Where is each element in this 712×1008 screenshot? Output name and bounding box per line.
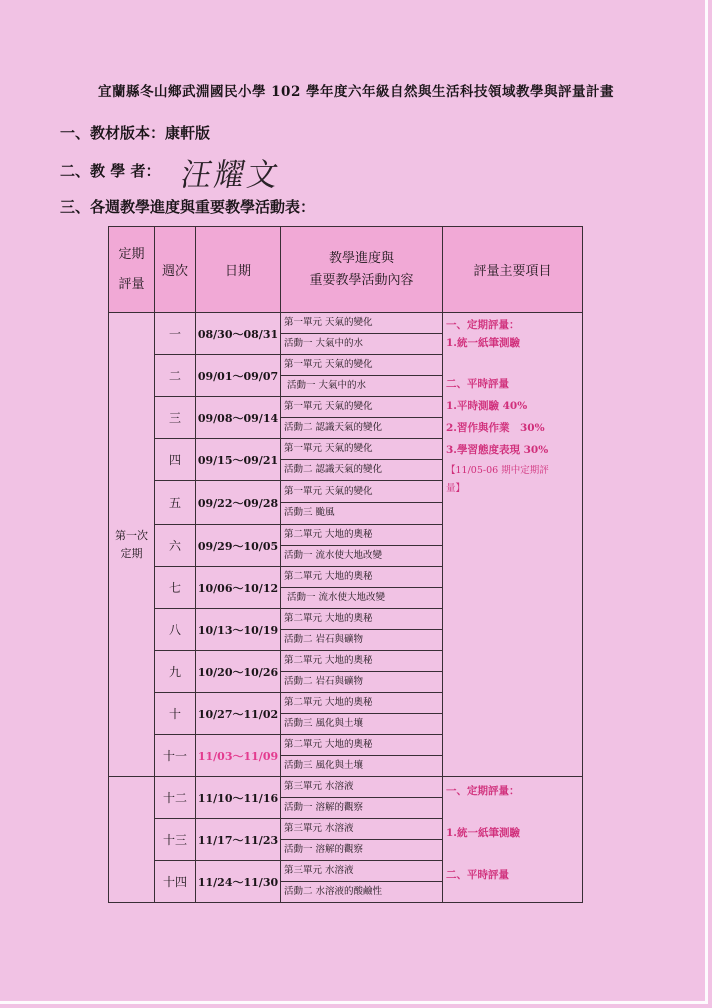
content-cell: [281, 693, 443, 735]
activity-text: 活動一 溶解的觀察: [284, 802, 364, 813]
unit-text: 第二單元 大地的奧秘: [281, 735, 442, 756]
assess2-periodic-item: 1.統一紙筆測驗: [446, 827, 520, 839]
assess2-regular-heading: 二、平時評量: [446, 869, 509, 881]
unit-text: 第二單元 大地的奧秘: [281, 693, 442, 714]
content-cell: [281, 439, 443, 481]
week-cell: 八: [155, 609, 196, 651]
content-cell: [281, 355, 443, 397]
period-cell-second: [109, 777, 155, 903]
activity-text: 活動二 岩石與礦物: [284, 676, 364, 687]
week-cell: 六: [155, 525, 196, 567]
assessment-cell-first: [443, 313, 583, 777]
table-row: [109, 313, 583, 355]
period-line1: 第一次: [115, 528, 148, 542]
unit-text: 第一單元 天氣的變化: [281, 397, 442, 418]
header-content: [281, 227, 443, 313]
activity-text: 活動三 風化與土壤: [284, 718, 364, 729]
week-cell: 三: [155, 397, 196, 439]
week-cell: 五: [155, 481, 196, 525]
date-cell: 09/15～09/21: [196, 439, 281, 481]
header-content-line1: 教學進度與: [328, 250, 394, 266]
unit-text: 第三單元 水溶液: [281, 819, 442, 840]
content-cell: [281, 567, 443, 609]
activity-text: 活動一 流水使大地改變: [284, 550, 383, 561]
date-cell: 11/17～11/23: [196, 819, 281, 861]
content-cell: [281, 651, 443, 693]
assess1-regular-item-1: 1.平時測驗 40%: [446, 400, 528, 412]
assess1-regular-item-3: 3.學習態度表現 30%: [446, 444, 549, 456]
header-period-line1: 定期: [118, 246, 145, 262]
unit-text: 第二單元 大地的奧秘: [281, 567, 442, 588]
week-cell: 十: [155, 693, 196, 735]
assess1-note-line1: 【11/05-06 期中定期評: [446, 465, 549, 476]
week-cell: 十四: [155, 861, 196, 903]
activity-text: 活動一 溶解的觀察: [284, 844, 364, 855]
date-cell: 10/27～11/02: [196, 693, 281, 735]
section-textbook: 一、教材版本：康軒版: [60, 124, 211, 142]
header-period: [109, 227, 155, 313]
header-content-line2: 重要教學活動內容: [309, 272, 414, 288]
content-cell: [281, 819, 443, 861]
unit-text: 第二單元 大地的奧秘: [281, 525, 442, 546]
content-cell: [281, 481, 443, 525]
date-cell: 11/10～11/16: [196, 777, 281, 819]
content-cell: [281, 609, 443, 651]
header-assessment: 評量主要項目: [443, 227, 583, 313]
schedule-table: [108, 226, 583, 903]
table-header-row: [109, 227, 583, 313]
assess1-regular-item-2: 2.習作與作業 30%: [446, 422, 545, 434]
unit-text: 第一單元 天氣的變化: [281, 439, 442, 460]
activity-text: 活動三 風化與土壤: [284, 760, 364, 771]
header-date: 日期: [196, 227, 281, 313]
activity-text: 活動三 颱風: [284, 507, 335, 518]
activity-text: 活動二 認識天氣的變化: [284, 464, 383, 475]
date-cell: 10/20～10/26: [196, 651, 281, 693]
section-teacher-label: 二、教 學 者：: [60, 162, 161, 180]
assess1-periodic-heading: 一、定期評量：: [446, 319, 520, 331]
content-cell: [281, 861, 443, 903]
activity-text: 活動一 流水使大地改變: [287, 592, 386, 603]
content-cell: [281, 313, 443, 355]
week-cell: 七: [155, 567, 196, 609]
date-cell: 09/29～10/05: [196, 525, 281, 567]
date-cell: 10/06～10/12: [196, 567, 281, 609]
teacher-signature: 汪耀文: [178, 157, 284, 195]
week-cell: 十三: [155, 819, 196, 861]
unit-text: 第二單元 大地的奧秘: [281, 651, 442, 672]
week-cell: 四: [155, 439, 196, 481]
unit-text: 第三單元 水溶液: [281, 861, 442, 882]
section-schedule: 三、各週教學進度與重要教學活動表：: [60, 198, 316, 216]
activity-text: 活動一 大氣中的水: [287, 380, 367, 391]
unit-text: 第一單元 天氣的變化: [281, 482, 442, 503]
table-row: [109, 777, 583, 819]
date-cell: 11/03～11/09: [196, 735, 281, 777]
week-cell: 十一: [155, 735, 196, 777]
unit-text: 第三單元 水溶液: [281, 777, 442, 798]
date-cell: 09/22～09/28: [196, 481, 281, 525]
activity-text: 活動二 認識天氣的變化: [284, 422, 383, 433]
date-cell: 08/30～08/31: [196, 313, 281, 355]
document-title: 宜蘭縣冬山鄉武淵國民小學 102 學年度六年級自然與生活科技領域教學與評量計畫: [97, 84, 615, 100]
content-cell: [281, 397, 443, 439]
assessment-cell-second: [443, 777, 583, 903]
activity-text: 活動一 大氣中的水: [284, 338, 364, 349]
header-week: 週次: [155, 227, 196, 313]
assess2-periodic-heading: 一、定期評量：: [446, 785, 520, 797]
date-cell: 09/08～09/14: [196, 397, 281, 439]
assess1-periodic-item: 1.統一紙筆測驗: [446, 337, 520, 349]
period-cell-first: [109, 313, 155, 777]
date-cell: 10/13～10/19: [196, 609, 281, 651]
date-cell: 11/24～11/30: [196, 861, 281, 903]
content-cell: [281, 525, 443, 567]
week-cell: 一: [155, 313, 196, 355]
assess1-regular-heading: 二、平時評量: [446, 378, 509, 390]
header-period-line2: 評量: [118, 276, 145, 292]
period-line2: 定期: [120, 546, 143, 560]
unit-text: 第一單元 天氣的變化: [281, 355, 442, 376]
week-cell: 二: [155, 355, 196, 397]
content-cell: [281, 735, 443, 777]
week-cell: 十二: [155, 777, 196, 819]
unit-text: 第一單元 天氣的變化: [281, 313, 442, 334]
unit-text: 第二單元 大地的奧秘: [281, 609, 442, 630]
week-cell: 九: [155, 651, 196, 693]
activity-text: 活動二 岩石與礦物: [284, 634, 364, 645]
assess1-note-line2: 量】: [446, 483, 466, 494]
content-cell: [281, 777, 443, 819]
activity-text: 活動二 水溶液的酸鹼性: [284, 886, 383, 897]
date-cell: 09/01～09/07: [196, 355, 281, 397]
